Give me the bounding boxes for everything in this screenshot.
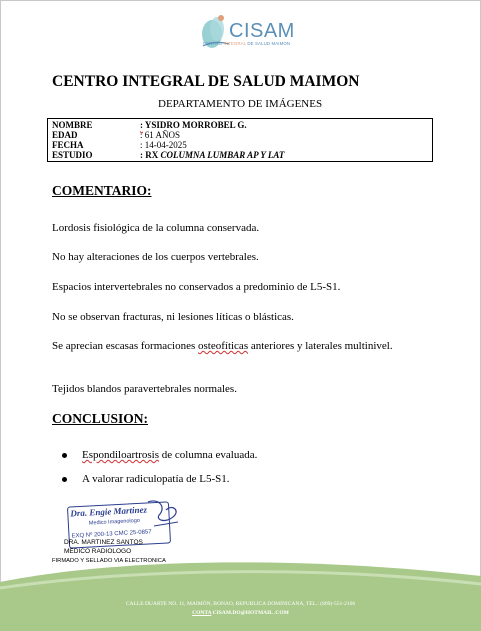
- fecha-value: : 14-04-2025: [140, 140, 187, 150]
- comentario-paragraph: Espacios intervertebrales no conservados a predominio de L5-S1.: [52, 281, 341, 293]
- nombre-label: NOMBRE: [52, 120, 93, 130]
- comentario-paragraph: No hay alteraciones de los cuerpos vertebrales.: [52, 251, 259, 263]
- stamp-license: EXQ Nº 200-13 CMC 25-0857: [71, 529, 152, 540]
- comentario-heading: COMENTARIO:: [52, 183, 152, 198]
- doctor-role: MEDICO RADIOLOGO: [64, 548, 132, 555]
- conclusion-heading: CONCLUSION:: [52, 411, 149, 426]
- estudio-value: : RX COLUMNA LUMBAR AP Y LAT: [140, 150, 285, 160]
- stamp-title: Medico Imagenologo: [88, 517, 141, 527]
- comentario-paragraph: Se aprecian escasas formaciones osteofíticas anteriores y laterales multinivel.: [52, 340, 393, 352]
- bullet-icon: [62, 477, 67, 482]
- comentario-paragraph: Tejidos blandos paravertebrales normales.: [52, 383, 237, 395]
- fecha-label: FECHA: [52, 140, 84, 150]
- footer-email: CONTA CISAM.DO@HOTMAIL .COM: [192, 610, 289, 616]
- stamp-doctor-name: Dra. Engie Martinez: [70, 504, 148, 519]
- bullet-text: A valorar radiculopatía de L5-S1.: [82, 473, 230, 485]
- bullet-icon: [62, 453, 67, 458]
- electronic-signature-note: FIRMADO Y SELLADO VIA ELECTRONICA: [52, 558, 166, 564]
- signature-scribble-icon: [62, 496, 192, 542]
- footer-wave: [0, 560, 481, 631]
- cisam-logo: [195, 10, 305, 52]
- doctor-name: DRA. MARTINEZ SANTOS: [64, 539, 143, 546]
- clinic-title: CENTRO INTEGRAL DE SALUD MAIMON: [52, 73, 360, 90]
- bullet-text: Espondiloartrosis de columna evaluada.: [82, 449, 258, 461]
- patient-info-box: [47, 118, 433, 162]
- logo-subtitle: CENTRO INTEGRAL DE SALUD MAIMON: [203, 41, 291, 46]
- doctor-signature-block: [64, 538, 143, 556]
- footer-address: CALLE DUARTE NO. 11, MAIMÓN, BONAO, REPUBLICA DOMINICANA, TEL.: (809)-551-2106: [125, 601, 356, 607]
- signature-stamp: [62, 496, 192, 542]
- nombre-value: : YSIDRO MORROBEL G.: [140, 120, 247, 130]
- comentario-paragraph: Lordosis fisiológica de la columna conservada.: [52, 222, 260, 234]
- edad-value: : 61 AÑOS: [140, 130, 181, 140]
- logo-name: CISAM: [229, 20, 295, 42]
- department-name: DEPARTAMENTO DE IMÁGENES: [158, 98, 323, 110]
- estudio-label: ESTUDIO: [52, 150, 93, 160]
- edad-label: EDAD: [52, 130, 78, 140]
- comentario-paragraph: No se observan fracturas, ni lesiones líticas o blásticas.: [52, 311, 294, 323]
